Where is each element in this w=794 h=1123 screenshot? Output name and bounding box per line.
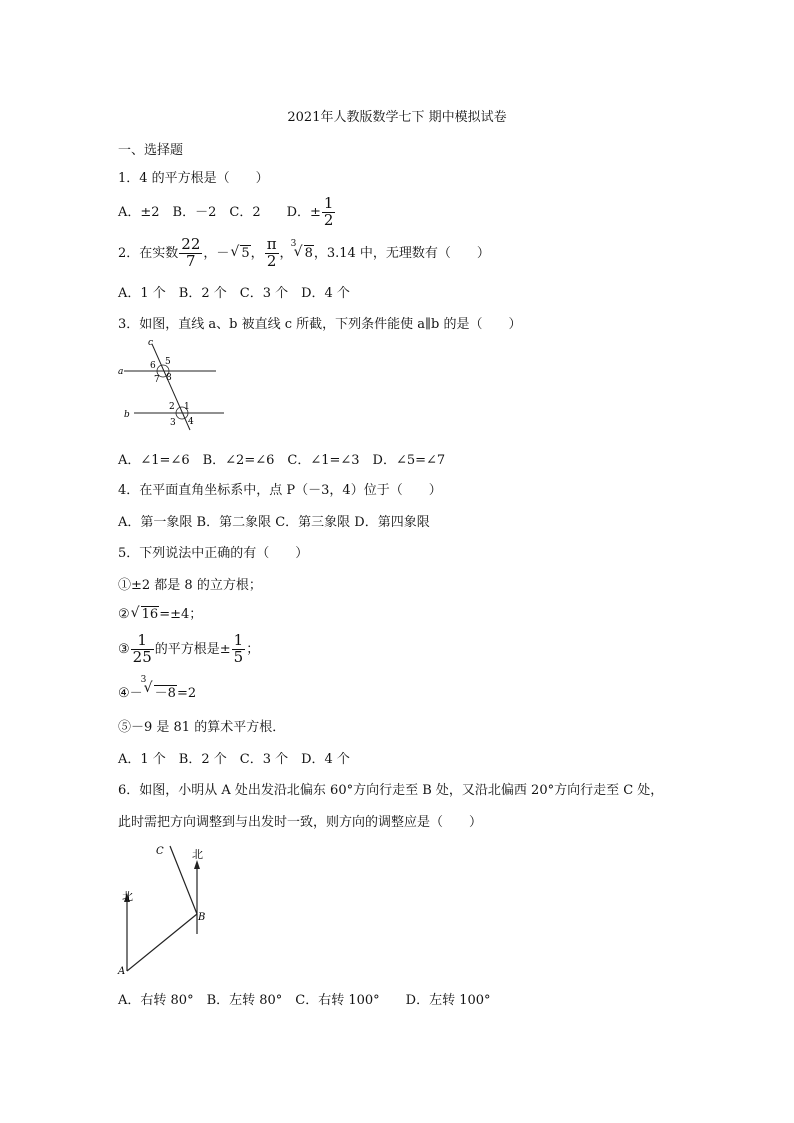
statement-1: ①±2 都是 8 的立方根； (118, 578, 262, 593)
question-4-stem: 4．在平面直角坐标系中，点 P（－3，4）位于（ ） (118, 483, 442, 498)
sqrt-16: √ 16 (130, 605, 159, 622)
statement-5: ⑤－9 是 81 的算术平方根． (118, 720, 286, 735)
statement-3 (118, 633, 259, 666)
fraction-1-5 (232, 633, 246, 666)
statement-2-marker: ② (118, 607, 130, 622)
fraction-1-25 (131, 633, 154, 666)
fraction-numerator: 1 (233, 631, 244, 649)
root-index: 3 (290, 238, 297, 249)
separator: ， (250, 245, 264, 261)
statement-4-marker: ④－ (118, 686, 143, 701)
fraction-numerator: 1 (131, 633, 154, 650)
fraction-22-7 (179, 237, 202, 270)
question-2-stem (118, 237, 490, 270)
statement-2 (118, 603, 202, 622)
root-index: 3 (140, 675, 147, 685)
statement-4 (118, 675, 197, 701)
radicand: 5 (241, 245, 250, 261)
question-6-stem-line-1: 6．如图，小明从 A 处出发沿北偏东 60°方向行走至 B 处，又沿北偏西 20°方向行走至 C 处， (118, 783, 664, 798)
label-north-2: 北 (192, 848, 203, 861)
question-1-stem: 1．4 的平方根是（ ） (118, 171, 269, 186)
question-6-stem-line-2: 此时需把方向调整到与出发时一致，则方向的调整应是（ ） (118, 815, 483, 830)
radicand: －8 (154, 686, 176, 701)
cube-root-8: 3 √ 8 (290, 238, 313, 261)
section-heading: 一、选择题 (118, 143, 184, 158)
radicand: 16 (141, 607, 159, 622)
angle-label-2: 2 (169, 402, 175, 412)
label-b: b (124, 410, 130, 420)
fraction-denominator: 2 (323, 210, 334, 229)
angle-label-8: 8 (166, 373, 172, 383)
question-1-options (118, 196, 336, 229)
question-3-stem: 3．如图，直线 a、b 被直线 c 所截，下列条件能使 a∥b 的是（ ） (118, 317, 522, 332)
angle-label-1: 1 (184, 402, 190, 412)
fraction-denominator: 7 (186, 251, 196, 270)
question-4-options: A．第一象限 B．第二象限 C．第三象限 D．第四象限 (118, 515, 430, 530)
fraction-numerator: 1 (323, 194, 334, 212)
fraction-numerator: π (266, 235, 277, 253)
question-5-options: A．1 个 B．2 个 C．3 个 D．4 个 (118, 752, 350, 767)
statement-3-text: 的平方根是± (154, 641, 231, 657)
parallel-lines-figure (116, 336, 232, 432)
point-B-label: B (198, 912, 206, 923)
question-5-stem: 5．下列说法中正确的有（ ） (118, 546, 309, 561)
statement-3-marker: ③ (118, 641, 130, 657)
statement-2-text: =±4； (159, 607, 203, 622)
fraction-denominator: 25 (132, 647, 152, 666)
point-C-label: C (156, 846, 164, 857)
fraction-denominator: 5 (233, 647, 244, 666)
statement-4-text: =2 (176, 686, 197, 701)
angle-label-5: 5 (165, 357, 171, 367)
fraction-numerator: 22 (181, 235, 201, 253)
cube-root-neg8: 3 √ －8 (140, 675, 176, 701)
label-north-1: 北 (122, 890, 133, 903)
page-title: 2021年人教版数学七下 期中模拟试卷 (287, 110, 507, 125)
angle-label-7: 7 (154, 375, 160, 385)
radicand: 8 (304, 245, 313, 261)
statement-3-end: ； (246, 641, 260, 657)
question-2-stem-start: 2．在实数 (118, 245, 179, 261)
point-A-label: A (118, 966, 126, 976)
question-2-options: A．1 个 B．2 个 C．3 个 D．4 个 (118, 286, 350, 301)
sqrt-5: √ 5 (230, 243, 250, 261)
direction-figure (114, 838, 214, 976)
fraction-one-half (322, 196, 336, 229)
separator: ，－ (203, 245, 230, 261)
angle-label-6: 6 (150, 361, 156, 371)
angle-label-3: 3 (170, 418, 176, 428)
label-c: c (148, 338, 154, 348)
fraction-pi-2 (265, 237, 279, 270)
question-1-options-text: A．±2 B．－2 C．2 D．± (118, 204, 321, 220)
question-3-options: A．∠1=∠6 B．∠2=∠6 C．∠1=∠3 D．∠5=∠7 (118, 453, 446, 468)
question-6-options: A．右转 80° B．左转 80° C．右转 100° D．左转 100° (118, 993, 491, 1008)
question-2-stem-end: ，3.14 中，无理数有（ ） (313, 245, 490, 261)
separator: ， (279, 245, 293, 261)
fraction-denominator: 2 (266, 251, 277, 270)
angle-label-4: 4 (188, 417, 194, 427)
label-a: a (118, 367, 124, 377)
